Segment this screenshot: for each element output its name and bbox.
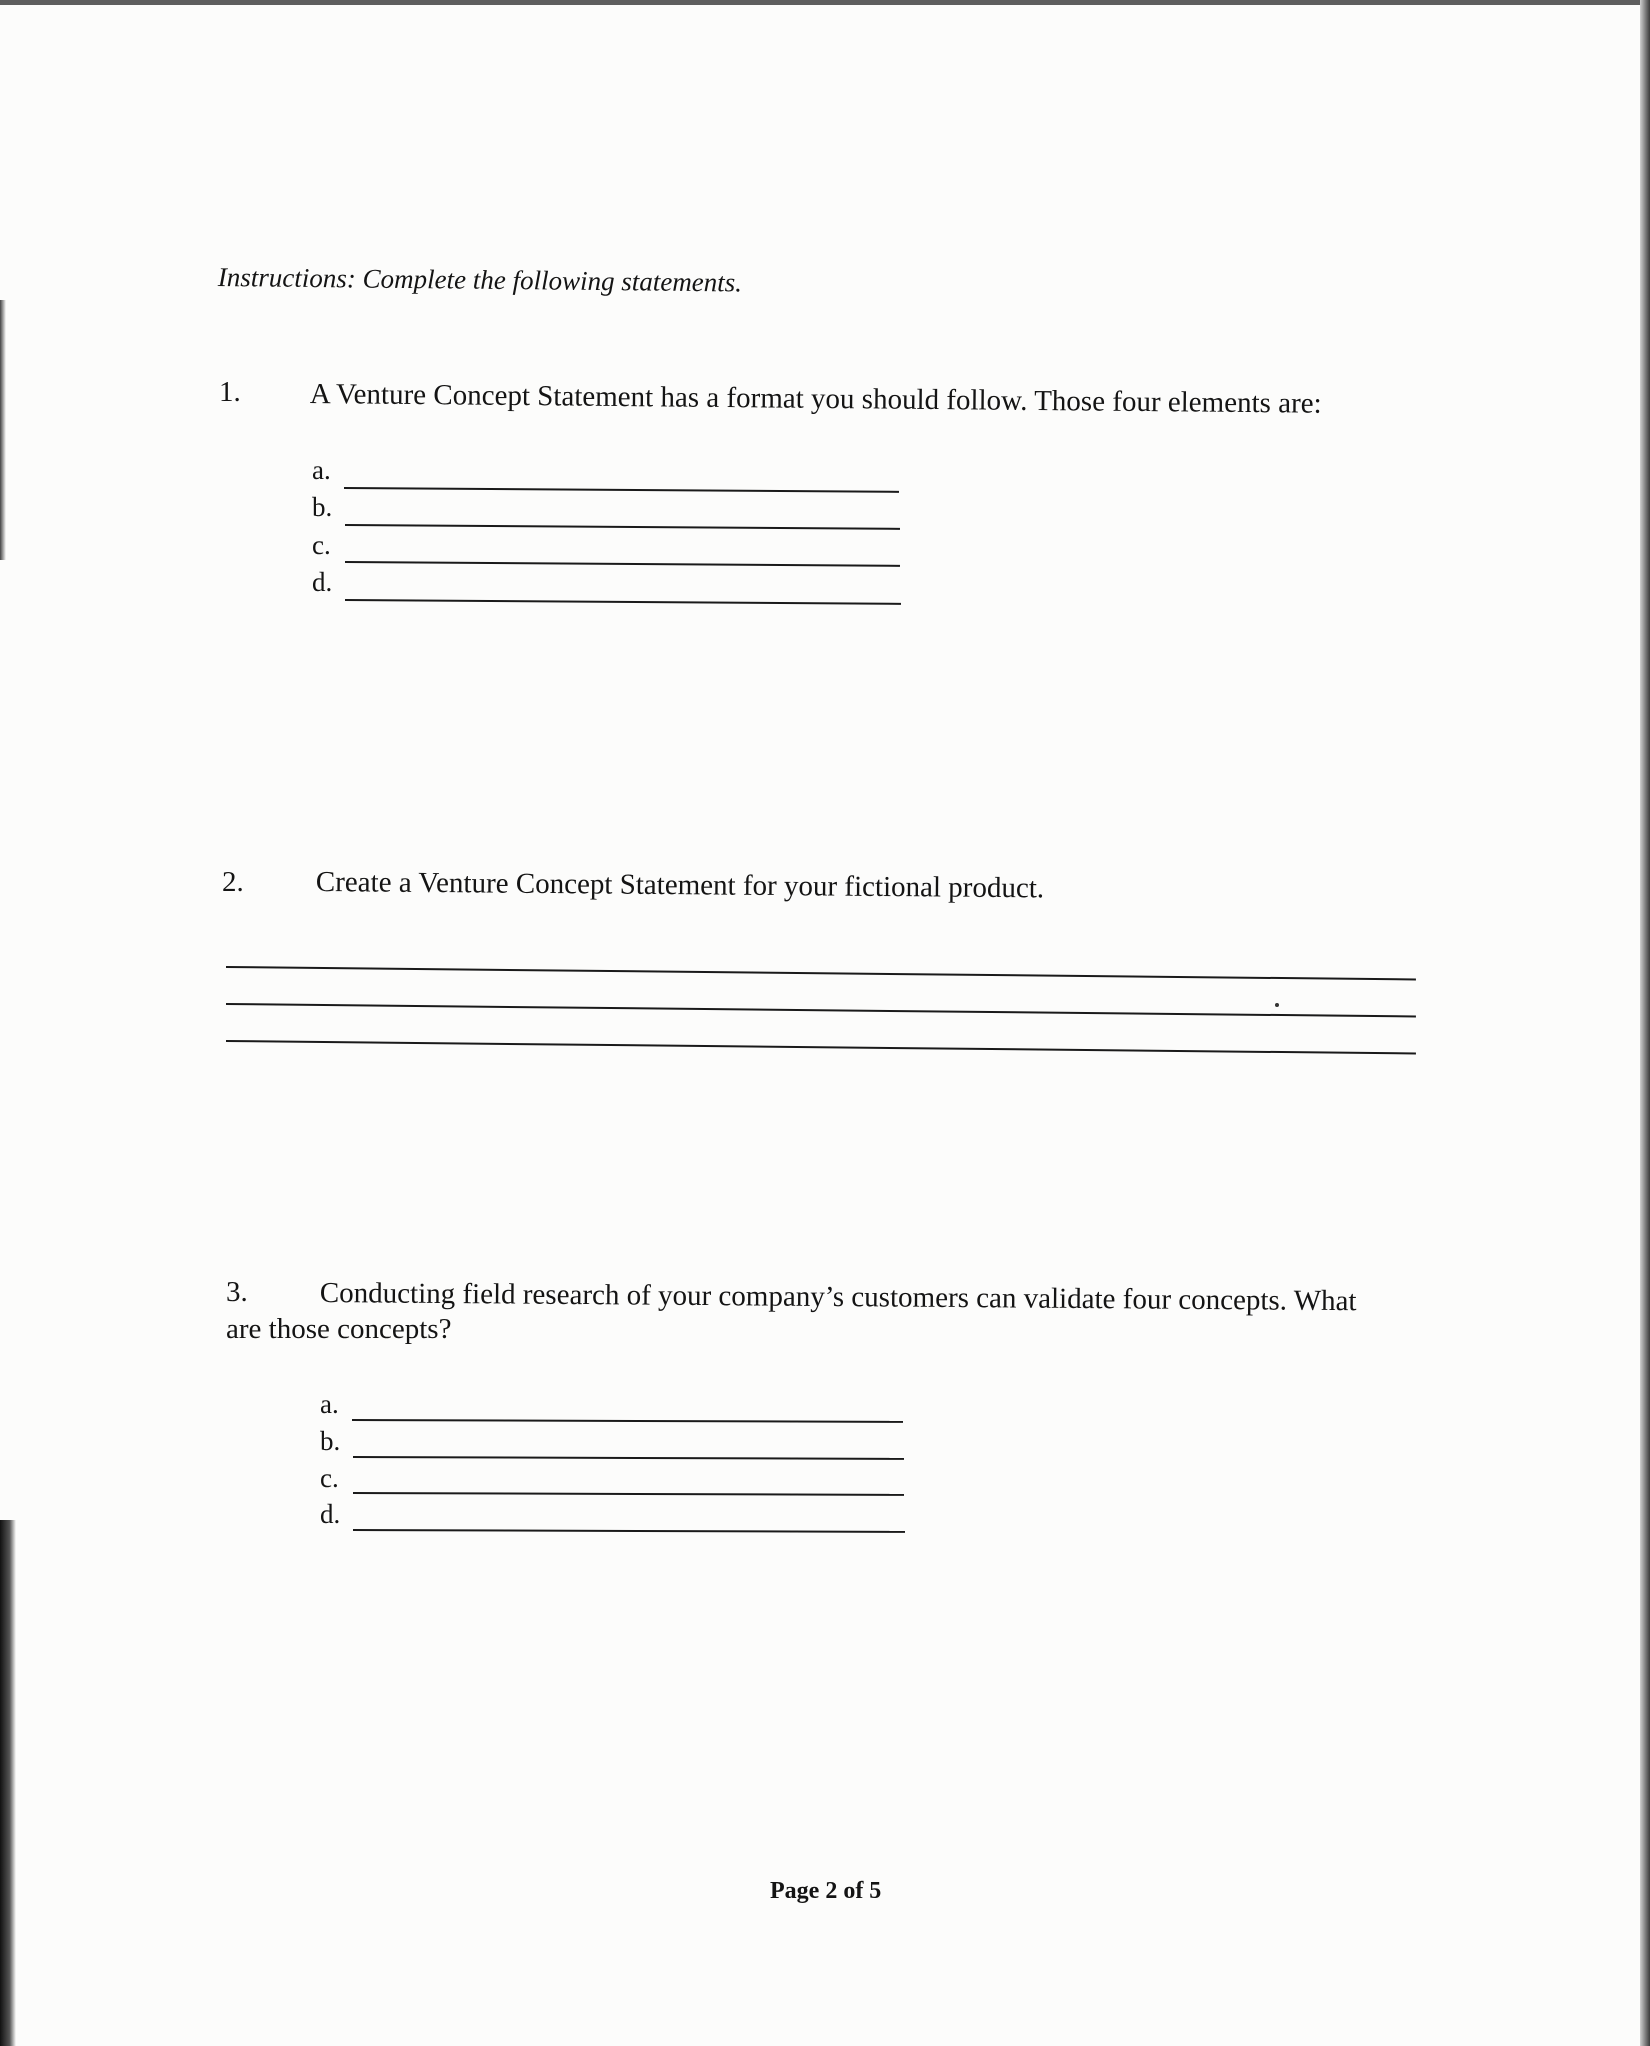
question-3-text-continued: are those concepts? [226,1313,452,1345]
question-2-text: Create a Venture Concept Statement for your fictional product. [315,866,1045,905]
question-3-text: Conducting field research of your company’s customers can validate four concepts. What [319,1277,1357,1318]
q1-item-d-label: d. [312,567,333,597]
q2-answer-line-3[interactable] [226,1040,1416,1054]
q3-item-b-label: b. [320,1426,341,1456]
q1-item-c-answer-line[interactable] [345,561,900,567]
q1-item-a-answer-line[interactable] [344,487,899,493]
scan-left-edge [0,1520,16,2046]
q2-answer-line-2[interactable] [226,1003,1416,1017]
question-1-number: 1. [219,376,241,408]
q1-item-b-label: b. [312,492,333,522]
q1-item-c-label: c. [312,530,331,560]
question-2-number: 2. [222,866,244,898]
q1-item-d-answer-line[interactable] [345,599,901,605]
question-3-number: 3. [226,1276,248,1308]
q3-item-d-answer-line[interactable] [353,1529,905,1533]
q2-answer-line-1[interactable] [226,966,1416,980]
q3-item-d-label: d. [320,1499,341,1529]
instructions-text: Instructions: Complete the following statements. [217,262,743,298]
q3-item-b-answer-line[interactable] [353,1456,904,1460]
scan-top-edge [0,0,1650,5]
question-1-text: A Venture Concept Statement has a format you should follow. Those four elements are: [309,378,1322,420]
q3-item-c-label: c. [320,1463,339,1493]
q3-item-c-answer-line[interactable] [353,1492,904,1496]
q1-item-b-answer-line[interactable] [345,524,900,530]
scan-speck [1275,1003,1279,1007]
q3-item-a-answer-line[interactable] [352,1419,903,1423]
q3-item-a-label: a. [320,1389,339,1419]
page-number-footer: Page 2 of 5 [770,1878,882,1904]
scan-left-edge-upper [0,300,6,560]
scan-right-edge [1640,0,1650,2046]
q1-item-a-label: a. [312,455,331,485]
